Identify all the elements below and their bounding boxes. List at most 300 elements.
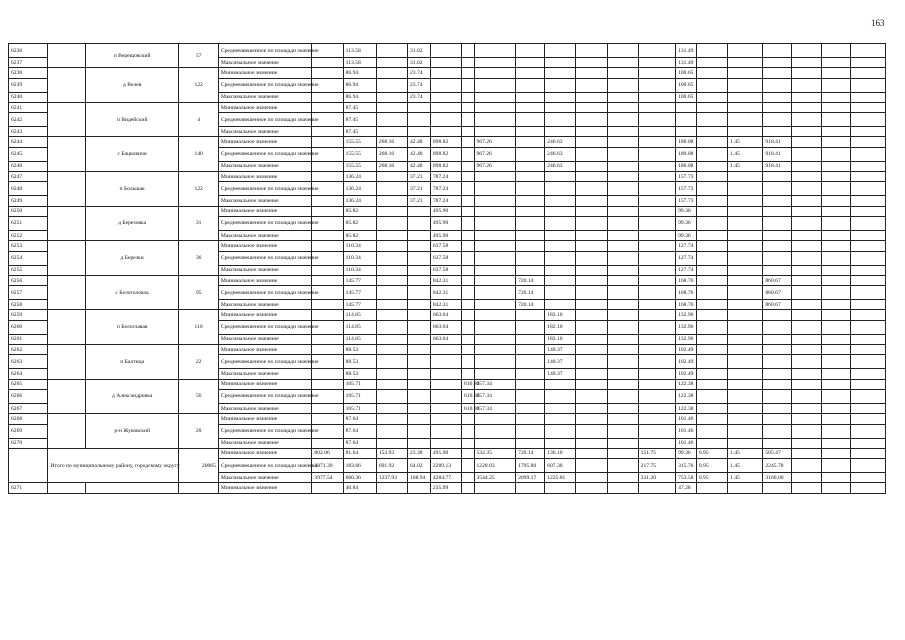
empty-cell xyxy=(792,241,821,251)
value-cell: 0.95 xyxy=(696,473,727,483)
empty-cell xyxy=(792,369,821,379)
empty-cell xyxy=(821,230,850,240)
empty-cell xyxy=(850,320,885,334)
row-id-cell: 6268 xyxy=(9,414,48,424)
empty-cell xyxy=(821,414,850,424)
empty-cell xyxy=(607,483,638,493)
value-cell: 155.55 xyxy=(343,161,376,171)
value-cell: 720.14 xyxy=(516,275,545,285)
empty-cell xyxy=(638,127,675,137)
empty-cell xyxy=(792,389,821,403)
empty-cell xyxy=(607,44,638,58)
empty-cell xyxy=(696,265,727,275)
value-cell: 127.74 xyxy=(676,265,697,275)
empty-cell xyxy=(850,241,885,251)
empty-cell xyxy=(821,483,850,493)
empty-cell xyxy=(763,241,792,251)
value-cell: 495.90 xyxy=(430,216,461,230)
row-id-cell: 6253 xyxy=(9,241,48,251)
empty-cell xyxy=(792,161,821,171)
empty-cell xyxy=(638,172,675,182)
empty-cell xyxy=(850,206,885,216)
value-cell: 3977.54 xyxy=(312,473,343,483)
stat-label-cell: Максимальное значение xyxy=(218,196,312,206)
empty-cell xyxy=(408,206,431,216)
value-cell: 1237.93 xyxy=(376,473,407,483)
plot-count-cell: 122 xyxy=(179,68,218,103)
empty-cell xyxy=(638,286,675,300)
stat-label-cell: Максимальное значение xyxy=(218,334,312,344)
empty-cell xyxy=(728,320,763,334)
empty-cell xyxy=(607,286,638,300)
value-cell: 155.55 xyxy=(343,137,376,147)
value-cell: 99.36 xyxy=(676,230,697,240)
stat-label-cell: Минимальное значение xyxy=(218,414,312,424)
empty-cell xyxy=(638,345,675,355)
empty-cell xyxy=(545,230,576,240)
empty-cell xyxy=(474,102,516,112)
empty-cell xyxy=(576,265,607,275)
value-cell: 99.36 xyxy=(676,216,697,230)
value-cell: 145.77 xyxy=(343,300,376,310)
empty-cell xyxy=(48,68,85,103)
value-cell: 110.34 xyxy=(343,251,376,265)
empty-cell xyxy=(474,438,516,448)
table-row xyxy=(9,379,886,389)
value-cell: 180.08 xyxy=(676,137,697,147)
empty-cell xyxy=(607,137,638,147)
empty-cell xyxy=(638,230,675,240)
empty-cell xyxy=(576,147,607,161)
value-cell: 1.45 xyxy=(728,448,763,458)
empty-cell xyxy=(728,483,763,493)
empty-cell xyxy=(312,206,343,216)
empty-cell xyxy=(48,241,85,276)
empty-cell xyxy=(462,113,474,127)
empty-cell xyxy=(376,265,407,275)
value-cell: 246.63 xyxy=(545,147,576,161)
empty-cell xyxy=(638,265,675,275)
empty-cell xyxy=(607,355,638,369)
empty-cell xyxy=(638,102,675,112)
empty-cell xyxy=(728,102,763,112)
empty-cell xyxy=(474,68,516,78)
empty-cell xyxy=(516,68,545,78)
empty-cell xyxy=(696,127,727,137)
empty-cell xyxy=(430,369,461,379)
empty-cell xyxy=(763,78,792,92)
row-id-cell: 6248 xyxy=(9,182,48,196)
empty-cell xyxy=(821,206,850,216)
empty-cell xyxy=(576,137,607,147)
settlement-name-cell: д Велея xyxy=(85,68,179,103)
empty-cell xyxy=(792,147,821,161)
empty-cell xyxy=(576,424,607,438)
empty-cell xyxy=(821,147,850,161)
empty-cell xyxy=(821,78,850,92)
empty-cell xyxy=(408,230,431,240)
empty-cell xyxy=(696,334,727,344)
empty-cell xyxy=(516,78,545,92)
value-cell: 898.82 xyxy=(430,137,461,147)
empty-cell xyxy=(376,403,407,413)
empty-cell xyxy=(430,78,461,92)
empty-cell xyxy=(516,58,545,68)
empty-cell xyxy=(516,241,545,251)
empty-cell xyxy=(408,345,431,355)
empty-cell xyxy=(408,424,431,438)
empty-cell xyxy=(85,483,179,493)
empty-cell xyxy=(516,369,545,379)
empty-cell xyxy=(462,459,474,473)
empty-cell xyxy=(376,251,407,265)
empty-cell xyxy=(638,334,675,344)
value-cell: 100.65 xyxy=(676,68,697,78)
empty-cell xyxy=(728,403,763,413)
empty-cell xyxy=(821,216,850,230)
row-id-cell: 6263 xyxy=(9,355,48,369)
value-cell: 246.63 xyxy=(545,137,576,147)
empty-cell xyxy=(763,206,792,216)
empty-cell xyxy=(48,483,85,493)
empty-cell xyxy=(607,196,638,206)
empty-cell xyxy=(376,92,407,102)
empty-cell xyxy=(607,241,638,251)
empty-cell xyxy=(763,68,792,78)
empty-cell xyxy=(850,137,885,147)
value-cell: 105.71 xyxy=(343,379,376,389)
value-cell: 122.38 xyxy=(676,403,697,413)
empty-cell xyxy=(430,403,461,413)
empty-cell xyxy=(728,355,763,369)
empty-cell xyxy=(516,355,545,369)
stat-label-cell: Средневзвешенное по площади значение xyxy=(218,424,312,438)
empty-cell xyxy=(607,102,638,112)
empty-cell xyxy=(462,334,474,344)
value-cell: 132.96 xyxy=(676,310,697,320)
plot-count-cell: 140 xyxy=(179,137,218,172)
empty-cell xyxy=(312,379,343,389)
value-cell: 505.47 xyxy=(763,448,792,458)
plot-count-cell: 31 xyxy=(179,206,218,241)
empty-cell xyxy=(728,68,763,78)
empty-cell xyxy=(821,137,850,147)
empty-cell xyxy=(545,251,576,265)
empty-cell xyxy=(376,300,407,310)
row-id-cell: 6252 xyxy=(9,230,48,240)
value-cell: 136.24 xyxy=(343,196,376,206)
value-cell: 720.14 xyxy=(516,300,545,310)
empty-cell xyxy=(462,230,474,240)
empty-cell xyxy=(545,196,576,206)
empty-cell xyxy=(545,438,576,448)
empty-cell xyxy=(821,300,850,310)
row-id-cell: 6237 xyxy=(9,58,48,68)
empty-cell xyxy=(821,345,850,355)
empty-cell xyxy=(638,389,675,403)
empty-cell xyxy=(728,216,763,230)
value-cell: 660.36 xyxy=(343,473,376,483)
empty-cell xyxy=(462,102,474,112)
empty-cell xyxy=(462,44,474,58)
value-cell: 86.94 xyxy=(343,68,376,78)
value-cell: 23.74 xyxy=(408,92,431,102)
empty-cell xyxy=(474,230,516,240)
empty-cell xyxy=(576,92,607,102)
empty-cell xyxy=(821,403,850,413)
value-cell: 637.58 xyxy=(430,251,461,265)
empty-cell xyxy=(474,196,516,206)
value-cell: 842.31 xyxy=(430,275,461,285)
value-cell: 23.74 xyxy=(408,78,431,92)
settlement-name-cell: п Белоглавая xyxy=(85,310,179,345)
empty-cell xyxy=(792,459,821,473)
empty-cell xyxy=(545,58,576,68)
plot-count-cell: 95 xyxy=(179,275,218,310)
empty-cell xyxy=(763,127,792,137)
value-cell: 967.26 xyxy=(474,137,516,147)
empty-cell xyxy=(576,78,607,92)
value-cell: 87.64 xyxy=(343,414,376,424)
plot-count-cell: 110 xyxy=(179,310,218,345)
empty-cell xyxy=(408,369,431,379)
empty-cell xyxy=(376,414,407,424)
value-cell: 31.02 xyxy=(408,44,431,58)
empty-cell xyxy=(696,206,727,216)
empty-cell xyxy=(763,389,792,403)
stat-label-cell: Максимальное значение xyxy=(218,438,312,448)
empty-cell xyxy=(516,137,545,147)
value-cell: 1225.81 xyxy=(545,473,576,483)
stat-label-cell: Средневзвешенное по площади значение xyxy=(218,78,312,92)
empty-cell xyxy=(763,379,792,389)
value-cell: 157.73 xyxy=(676,172,697,182)
row-id-cell: 6243 xyxy=(9,127,48,137)
empty-cell xyxy=(462,251,474,265)
value-cell: 101.46 xyxy=(676,414,697,424)
empty-cell xyxy=(545,216,576,230)
empty-cell xyxy=(516,230,545,240)
empty-cell xyxy=(850,161,885,171)
empty-cell xyxy=(728,127,763,137)
empty-cell xyxy=(516,389,545,403)
value-cell: 268.16 xyxy=(376,147,407,161)
empty-cell xyxy=(376,216,407,230)
empty-cell xyxy=(576,438,607,448)
data-table xyxy=(8,43,886,494)
empty-cell xyxy=(728,241,763,251)
empty-cell xyxy=(607,182,638,196)
empty-cell xyxy=(821,473,850,483)
empty-cell xyxy=(408,216,431,230)
empty-cell xyxy=(545,241,576,251)
value-cell: 40.84 xyxy=(343,483,376,493)
empty-cell xyxy=(545,389,576,403)
empty-cell xyxy=(850,182,885,196)
value-cell: 110.34 xyxy=(343,265,376,275)
empty-cell xyxy=(545,300,576,310)
empty-cell xyxy=(850,345,885,355)
empty-cell xyxy=(607,147,638,161)
plot-count-cell: 20 xyxy=(179,414,218,449)
empty-cell xyxy=(850,230,885,240)
empty-cell xyxy=(312,127,343,137)
empty-cell xyxy=(850,438,885,448)
value-cell: 122.38 xyxy=(676,389,697,403)
empty-cell xyxy=(48,44,85,68)
empty-cell xyxy=(576,483,607,493)
empty-cell xyxy=(376,320,407,334)
empty-cell xyxy=(850,147,885,161)
empty-cell xyxy=(430,68,461,78)
settlement-name-cell: с Бацковичи xyxy=(85,137,179,172)
value-cell: 842.31 xyxy=(430,300,461,310)
value-cell: 100.65 xyxy=(676,92,697,102)
empty-cell xyxy=(430,127,461,137)
value-cell: 136.24 xyxy=(343,182,376,196)
empty-cell xyxy=(576,379,607,389)
empty-cell xyxy=(607,459,638,473)
empty-cell xyxy=(474,286,516,300)
empty-cell xyxy=(516,345,545,355)
value-cell: 720.14 xyxy=(516,448,545,458)
empty-cell xyxy=(607,68,638,78)
empty-cell xyxy=(376,172,407,182)
empty-cell xyxy=(516,172,545,182)
empty-cell xyxy=(516,265,545,275)
empty-cell xyxy=(728,172,763,182)
value-cell: 140.37 xyxy=(545,345,576,355)
value-cell: 122.38 xyxy=(676,379,697,389)
value-cell: 657.34 xyxy=(474,403,516,413)
empty-cell xyxy=(48,137,85,172)
stat-label-cell: Средневзвешенное по площади значение xyxy=(218,182,312,196)
empty-cell xyxy=(728,251,763,265)
empty-cell xyxy=(545,414,576,424)
empty-cell xyxy=(821,44,850,58)
empty-cell xyxy=(792,424,821,438)
empty-cell xyxy=(638,196,675,206)
stat-label-cell: Минимальное значение xyxy=(218,483,312,493)
empty-cell xyxy=(728,310,763,320)
empty-cell xyxy=(516,147,545,161)
empty-cell xyxy=(696,113,727,127)
empty-cell xyxy=(462,286,474,300)
empty-cell xyxy=(408,310,431,320)
value-cell: 1.45 xyxy=(728,459,763,473)
value-cell: 235.99 xyxy=(430,483,461,493)
empty-cell xyxy=(376,68,407,78)
value-cell: 102.49 xyxy=(676,355,697,369)
value-cell: 1228.03 xyxy=(474,459,516,473)
settlement-name-cell: д Александровка xyxy=(85,379,179,414)
empty-cell xyxy=(792,414,821,424)
empty-cell xyxy=(474,127,516,137)
empty-cell xyxy=(638,58,675,68)
empty-cell xyxy=(474,345,516,355)
value-cell: 3371.39 xyxy=(312,459,343,473)
table-row xyxy=(9,68,886,78)
empty-cell xyxy=(850,473,885,483)
stat-label-cell: Максимальное значение xyxy=(218,473,312,483)
empty-cell xyxy=(408,286,431,300)
value-cell: 182.10 xyxy=(545,310,576,320)
empty-cell xyxy=(607,58,638,68)
empty-cell xyxy=(607,403,638,413)
empty-cell xyxy=(312,310,343,320)
empty-cell xyxy=(462,448,474,458)
empty-cell xyxy=(850,334,885,344)
value-cell: 2245.78 xyxy=(763,459,792,473)
empty-cell xyxy=(763,424,792,438)
empty-cell xyxy=(462,265,474,275)
stat-label-cell: Максимальное значение xyxy=(218,127,312,137)
empty-cell xyxy=(576,44,607,58)
empty-cell xyxy=(576,241,607,251)
settlement-name-cell: д Березки xyxy=(85,241,179,276)
empty-cell xyxy=(850,102,885,112)
value-cell: 105.71 xyxy=(343,403,376,413)
plot-count-cell: 22 xyxy=(179,345,218,380)
empty-cell xyxy=(545,424,576,438)
empty-cell xyxy=(430,44,461,58)
empty-cell xyxy=(850,448,885,458)
value-cell: 860.67 xyxy=(763,300,792,310)
empty-cell xyxy=(821,389,850,403)
empty-cell xyxy=(312,403,343,413)
value-cell: 657.34 xyxy=(474,389,516,403)
row-id-cell: 6260 xyxy=(9,320,48,334)
empty-cell xyxy=(638,206,675,216)
empty-cell xyxy=(638,147,675,161)
empty-cell xyxy=(545,483,576,493)
empty-cell xyxy=(576,300,607,310)
empty-cell xyxy=(638,113,675,127)
empty-cell xyxy=(850,172,885,182)
table-row xyxy=(9,483,886,493)
row-id-cell: 6266 xyxy=(9,389,48,403)
stat-label-cell: Максимальное значение xyxy=(218,58,312,68)
page-number: 163 xyxy=(871,18,885,28)
value-cell: 967.26 xyxy=(474,161,516,171)
value-cell: 610.83 xyxy=(462,389,474,403)
empty-cell xyxy=(474,334,516,344)
settlement-name-cell: п Видейский xyxy=(85,102,179,137)
value-cell: 31.02 xyxy=(408,58,431,68)
empty-cell xyxy=(376,379,407,389)
empty-cell xyxy=(474,483,516,493)
empty-cell xyxy=(821,379,850,389)
empty-cell xyxy=(312,92,343,102)
value-cell: 637.58 xyxy=(430,265,461,275)
empty-cell xyxy=(638,355,675,369)
stat-label-cell: Минимальное значение xyxy=(218,448,312,458)
empty-cell xyxy=(792,448,821,458)
empty-cell xyxy=(696,379,727,389)
value-cell: 663.64 xyxy=(430,310,461,320)
empty-cell xyxy=(607,334,638,344)
table-row xyxy=(9,172,886,182)
empty-cell xyxy=(376,78,407,92)
empty-cell xyxy=(376,206,407,216)
empty-cell xyxy=(792,102,821,112)
empty-cell xyxy=(821,102,850,112)
empty-cell xyxy=(474,182,516,196)
value-cell: 127.74 xyxy=(676,241,697,251)
empty-cell xyxy=(850,369,885,379)
empty-cell xyxy=(728,389,763,403)
empty-cell xyxy=(312,275,343,285)
